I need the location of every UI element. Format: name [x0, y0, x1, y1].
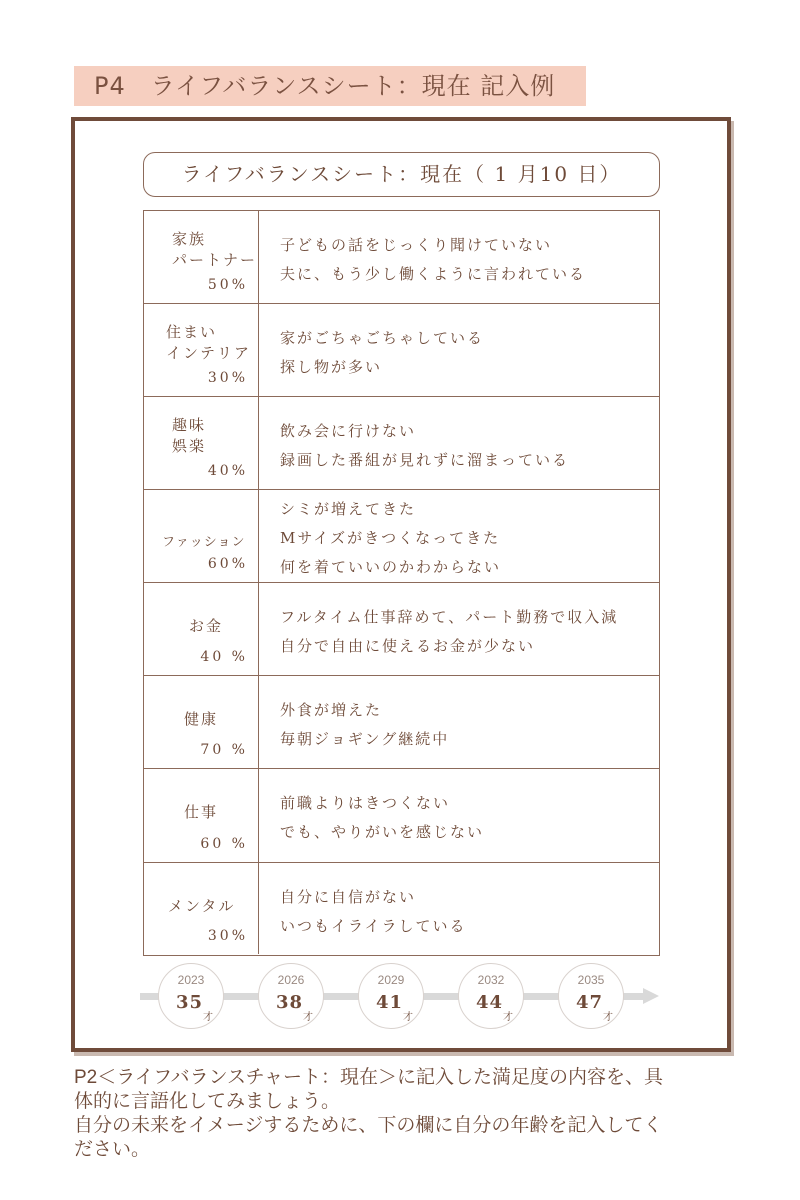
notes-cell	[280, 863, 653, 954]
table-row	[144, 490, 659, 583]
note-line: 家がごちゃごちゃしている	[280, 329, 485, 347]
age-value: 38	[276, 992, 304, 1013]
instruction-line: 体的に言語化してみましょう。	[74, 1091, 341, 1112]
category-cell	[144, 863, 259, 954]
age-unit: 才	[603, 1012, 613, 1023]
instruction-line: ださい。	[74, 1139, 151, 1160]
notes-cell	[280, 397, 653, 489]
age-marker	[158, 963, 224, 1029]
note-line: 探し物が多い	[280, 358, 383, 376]
satisfaction-percent: 50%	[207, 277, 248, 293]
category-name: 仕事	[184, 803, 219, 821]
instructions-text	[74, 1066, 744, 1162]
arrow-right-icon	[643, 988, 659, 1004]
instruction-line: P2＜ライフバランスチャート：現在＞に記入した満足度の内容を、具	[74, 1067, 664, 1088]
age-year: 2023	[177, 973, 205, 987]
note-line: いつもイライラしている	[280, 917, 467, 935]
age-unit: 才	[403, 1012, 413, 1023]
sheet-title: ライフバランスシート：現在（ 1 月10 日）	[143, 152, 660, 197]
age-marker	[358, 963, 424, 1029]
note-line: シミが増えてきた	[280, 500, 417, 518]
satisfaction-percent: 70 %	[200, 742, 248, 758]
category-cell	[144, 304, 259, 396]
note-line: 子どもの話をじっくり聞けていない	[280, 236, 553, 254]
age-value: 44	[476, 992, 504, 1013]
age-year: 2035	[577, 973, 605, 987]
age-marker	[258, 963, 324, 1029]
category-cell	[144, 769, 259, 862]
category-cell	[144, 583, 259, 675]
satisfaction-percent: 30%	[207, 370, 248, 386]
age-year: 2029	[377, 973, 405, 987]
note-line: 毎朝ジョギング継続中	[280, 730, 450, 748]
satisfaction-percent: 30%	[207, 928, 248, 944]
age-value: 41	[376, 992, 404, 1013]
note-line: 飲み会に行けない	[280, 422, 417, 440]
table-row	[144, 304, 659, 397]
satisfaction-percent: 40 %	[200, 649, 248, 665]
notes-cell	[280, 676, 653, 768]
instruction-line: 自分の未来をイメージするために、下の欄に自分の年齢を記入してく	[74, 1115, 663, 1136]
category-cell	[144, 211, 259, 303]
satisfaction-percent: 60 %	[200, 836, 248, 852]
age-marker	[558, 963, 624, 1029]
table-row	[144, 769, 659, 863]
age-unit: 才	[203, 1012, 213, 1023]
age-unit: 才	[503, 1012, 513, 1023]
note-line: 録画した番組が見れずに溜まっている	[280, 451, 570, 469]
life-balance-table	[143, 210, 660, 956]
note-line: フルタイム仕事辞めて、パート勤務で収入減	[280, 608, 619, 626]
note-line: 前職よりはきつくない	[280, 794, 451, 812]
category-name: ファッション	[162, 535, 246, 550]
category-name: お金	[189, 617, 224, 635]
category-cell	[144, 397, 259, 489]
note-line: 何を着ていいのかわからない	[280, 558, 502, 576]
notes-cell	[280, 769, 653, 862]
category-cell	[144, 490, 259, 582]
category-name: 趣味 娯楽	[172, 416, 207, 455]
table-row	[144, 863, 659, 954]
table-row	[144, 676, 659, 769]
age-unit: 才	[303, 1012, 313, 1023]
satisfaction-percent: 60%	[207, 556, 248, 572]
note-line: 外食が増えた	[280, 701, 383, 719]
category-name: 健康	[184, 710, 219, 728]
age-year: 2032	[477, 973, 505, 987]
notes-cell	[280, 304, 653, 396]
satisfaction-percent: 40%	[207, 463, 248, 479]
table-row	[144, 397, 659, 490]
notes-cell	[280, 211, 653, 303]
age-year: 2026	[277, 973, 305, 987]
note-line: 夫に、もう少し働くように言われている	[280, 265, 587, 283]
table-row	[144, 583, 659, 676]
note-line: 自分で自由に使えるお金が少ない	[280, 637, 536, 655]
table-row	[144, 211, 659, 304]
page-label: P4 ライフバランスシート：現在 記入例	[74, 66, 586, 106]
category-name: メンタル	[168, 897, 236, 915]
category-cell	[144, 676, 259, 768]
age-marker	[458, 963, 524, 1029]
note-line: でも、やりがいを感じない	[280, 823, 485, 841]
category-name: 住まい インテリア	[166, 323, 252, 362]
notes-cell	[280, 490, 653, 582]
note-line: Mサイズがきつくなってきた	[280, 529, 501, 547]
age-timeline	[140, 962, 665, 1032]
category-name: 家族 パートナー	[172, 230, 258, 269]
age-value: 35	[176, 992, 204, 1013]
notes-cell	[280, 583, 653, 675]
note-line: 自分に自信がない	[280, 888, 417, 906]
age-value: 47	[576, 992, 604, 1013]
